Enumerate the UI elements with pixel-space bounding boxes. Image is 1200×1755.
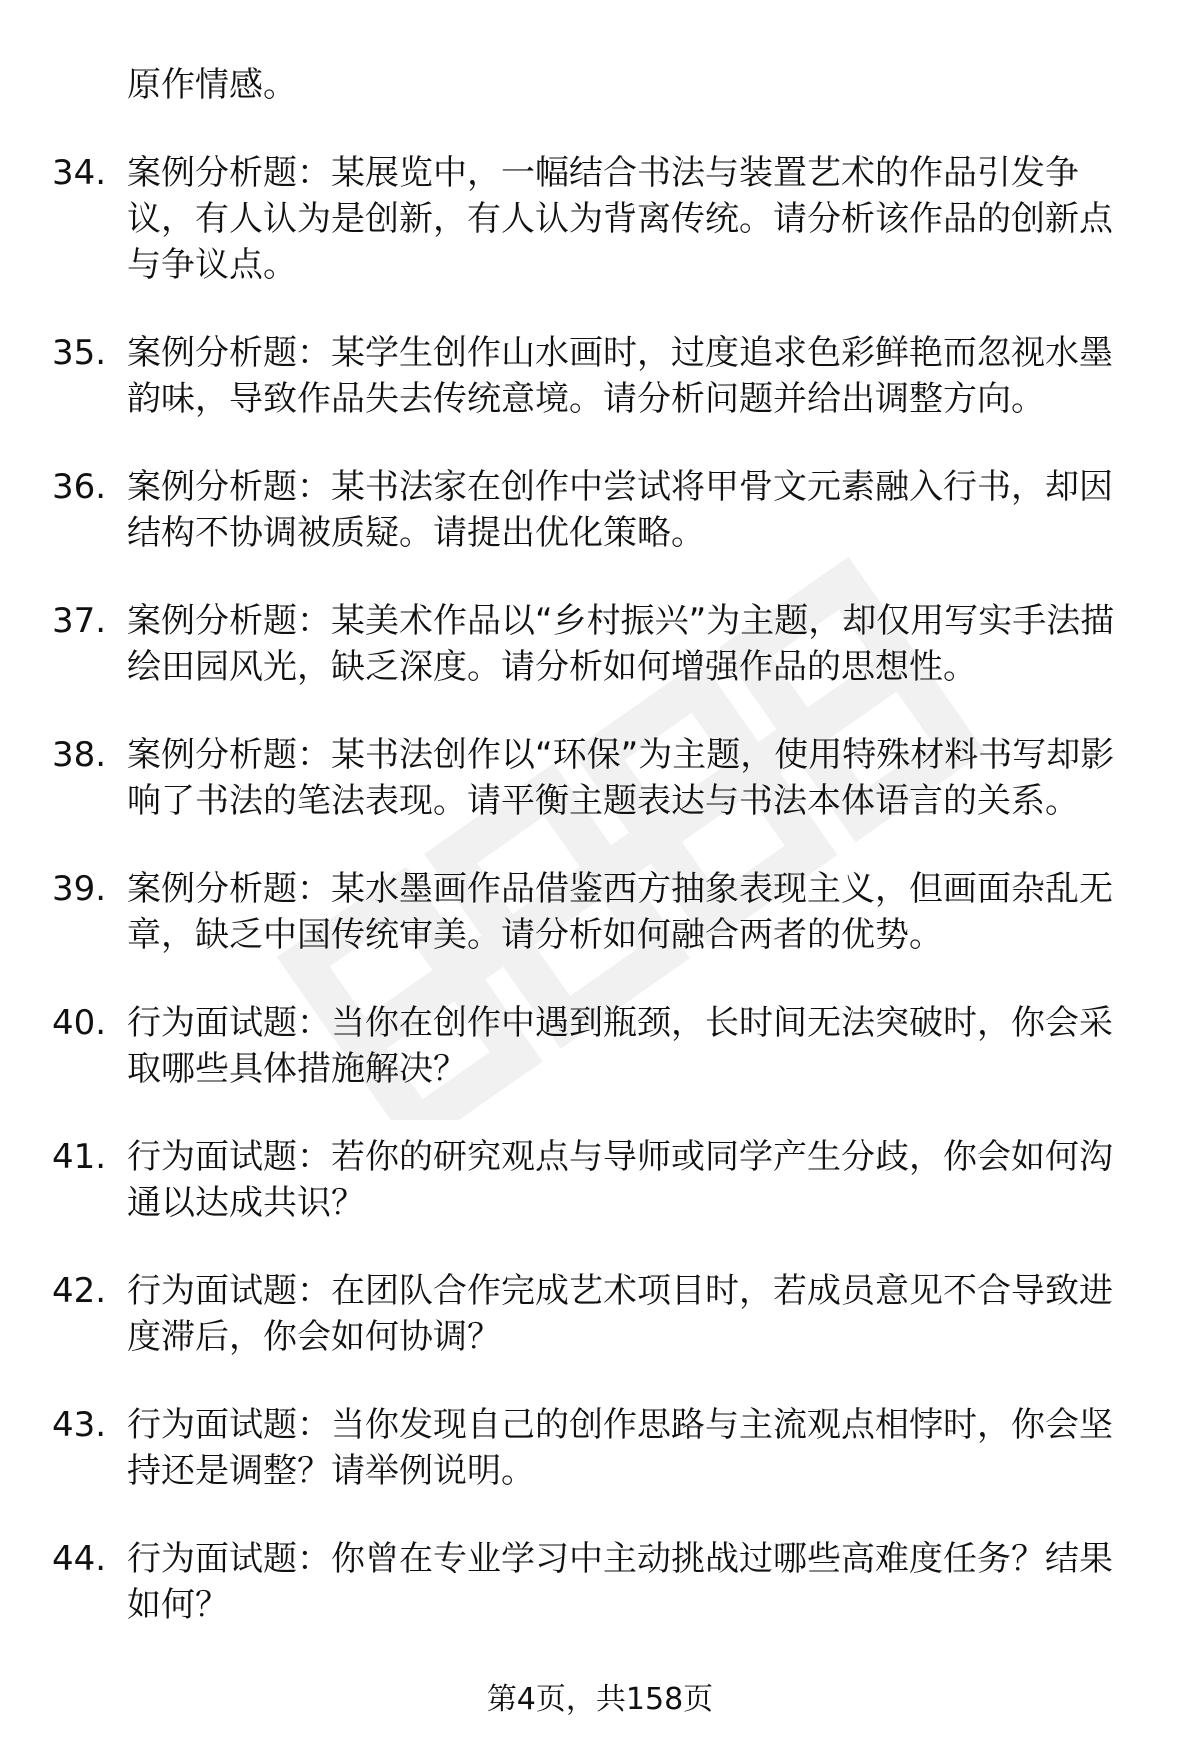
question-number: 37. [52, 601, 107, 641]
question-number: 36. [52, 467, 107, 507]
question-number: 34. [52, 153, 107, 193]
question-list [52, 62, 1142, 1670]
question-text: 行为面试题：当你在创作中遇到瓶颈，长时间无法突破时，你会采取哪些具体措施解决？ [127, 1003, 1113, 1089]
question-number: 38. [52, 735, 107, 775]
question-number: 40. [52, 1003, 107, 1043]
question-number: 41. [52, 1137, 107, 1177]
question-number: 35. [52, 333, 107, 373]
question-item-36 [52, 464, 1142, 556]
question-text: 案例分析题：某书法创作以“环保”为主题，使用特殊材料书写却影响了书法的笔法表现。请平衡主题表达与书法本体语言的关系。 [127, 735, 1115, 821]
question-text: 案例分析题：某学生创作山水画时，过度追求色彩鲜艳而忽视水墨韵味，导致作品失去传统意境。请分析问题并给出调整方向。 [127, 333, 1113, 419]
page-footer: 第4页，共158页 [486, 1682, 714, 1717]
question-item-44 [52, 1536, 1142, 1628]
question-item-39 [52, 866, 1142, 958]
question-item-41 [52, 1134, 1142, 1226]
question-number: 43. [52, 1405, 107, 1445]
question-item-40 [52, 1000, 1142, 1092]
question-text: 行为面试题：若你的研究观点与导师或同学产生分歧，你会如何沟通以达成共识？ [127, 1137, 1113, 1223]
question-text: 案例分析题：某展览中，一幅结合书法与装置艺术的作品引发争议，有人认为是创新，有人认为背离传统。请分析该作品的创新点与争议点。 [127, 153, 1113, 285]
question-item-35 [52, 330, 1142, 422]
question-item-43 [52, 1402, 1142, 1494]
continuation-text: 原作情感。 [127, 65, 297, 105]
question-text: 案例分析题：某美术作品以“乡村振兴”为主题，却仅用写实手法描绘田园风光，缺乏深度。请分析如何增强作品的思想性。 [127, 601, 1115, 687]
question-text: 案例分析题：某水墨画作品借鉴西方抽象表现主义，但画面杂乱无章，缺乏中国传统审美。请分析如何融合两者的优势。 [127, 869, 1113, 955]
question-text: 行为面试题：你曾在专业学习中主动挑战过哪些高难度任务？结果如何？ [127, 1539, 1113, 1625]
question-number: 42. [52, 1271, 107, 1311]
question-text: 行为面试题：当你发现自己的创作思路与主流观点相悖时，你会坚持还是调整？请举例说明。 [127, 1405, 1113, 1491]
question-text: 案例分析题：某书法家在创作中尝试将甲骨文元素融入行书，却因结构不协调被质疑。请提出优化策略。 [127, 467, 1113, 553]
question-item-42 [52, 1268, 1142, 1360]
question-text: 行为面试题：在团队合作完成艺术项目时，若成员意见不合导致进度滞后，你会如何协调？ [127, 1271, 1113, 1357]
question-number: 44. [52, 1539, 107, 1579]
question-item-38 [52, 732, 1142, 824]
question-item-34 [52, 150, 1142, 288]
question-number: 39. [52, 869, 107, 909]
question-item-37 [52, 598, 1142, 690]
